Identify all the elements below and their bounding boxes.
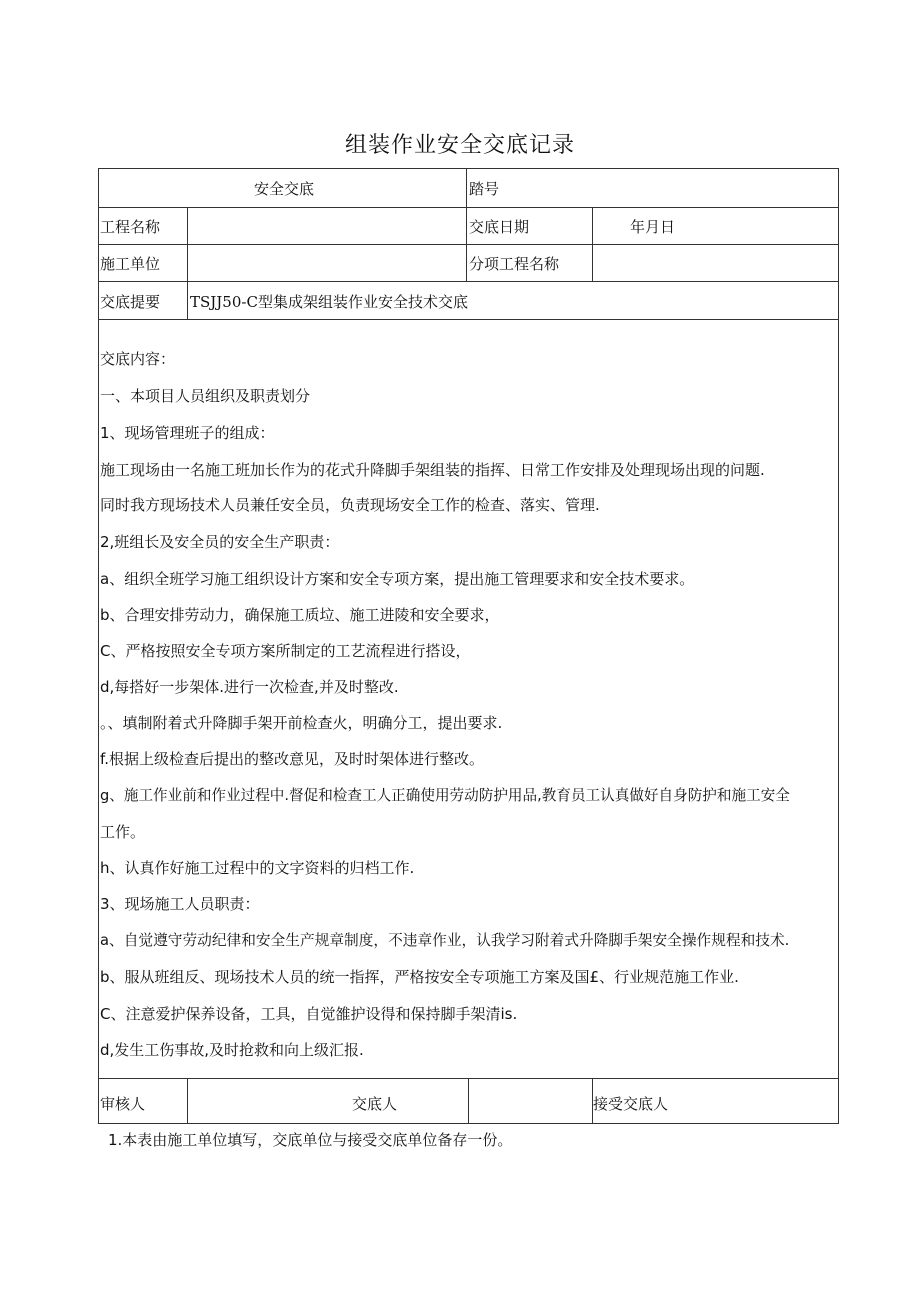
content-line: a、自觉遵守劳动纪律和安全生产规章制度，不违章作业，认我学习附着式升降脚手架安全操作规程和技术. bbox=[100, 932, 790, 949]
content-line: 。、填制附着式升降脚手架开前检查火，明确分工，提出要求. bbox=[100, 714, 503, 732]
disclosure-date-label: 交底日期 bbox=[469, 218, 530, 236]
content-line: f.根据上级检查后提出的整改意见，及时时架体进行整改。 bbox=[100, 750, 484, 768]
table-border-top bbox=[98, 168, 839, 169]
table-row-divider bbox=[98, 319, 839, 320]
receiver-label: 接受交底人 bbox=[593, 1095, 669, 1113]
subproject-name-label: 分项工程名称 bbox=[469, 255, 560, 273]
content-line: g、施工作业前和作业过程中.督促和检查工人正确使用劳动防护用品,教育员工认真做好自身防护和施工安全 bbox=[100, 787, 790, 804]
table-col-divider bbox=[187, 1078, 188, 1124]
table-col-divider bbox=[592, 207, 593, 282]
summary-label: 交底提要 bbox=[100, 293, 161, 311]
content-line: b、服从班组反、现场技术人员的统一指挥，严格按安全专项施工方案及国£、行业规范施工作业. bbox=[100, 968, 739, 986]
disclosure-header-label: 安全交底 bbox=[254, 180, 315, 198]
content-line: 同时我方现场技术人员兼任安全员，负责现场安全工作的检查、落实、管理. bbox=[100, 496, 600, 514]
table-col-divider bbox=[466, 168, 467, 207]
table-footnote: 1.本表由施工单位填写，交底单位与接受交底单位备存一份。 bbox=[108, 1131, 513, 1149]
content-line: 3、现场施工人员职责： bbox=[100, 895, 260, 913]
content-line: C、注意爱护保养设备，工具，自觉雒护设得和保持脚手架清is. bbox=[100, 1005, 518, 1023]
construction-unit-label: 施工单位 bbox=[100, 255, 161, 273]
table-border-left bbox=[98, 168, 99, 1124]
content-line: 2,班组长及安全员的安全生产职责： bbox=[100, 533, 340, 551]
table-row-divider bbox=[98, 281, 839, 282]
reviewer-label: 审核人 bbox=[100, 1095, 146, 1113]
content-line: d,发生工伤事故,及时抢救和向上级汇报. bbox=[100, 1041, 364, 1059]
content-line: 工作。 bbox=[100, 823, 146, 841]
content-line: 一、本项目人员组织及职责划分 bbox=[100, 387, 311, 405]
content-line: 施工现场由一名施工班加长作为的花式升降脚手架组装的指挥、日常工作安排及处理现场出现的问题. bbox=[100, 461, 765, 479]
table-col-divider bbox=[468, 1078, 469, 1124]
table-row-divider bbox=[98, 207, 839, 208]
disclosure-date-value[interactable]: 年月日 bbox=[630, 218, 676, 236]
content-line: C、严格按照安全专项方案所制定的工艺流程进行搭设， bbox=[100, 642, 471, 660]
content-line: 交底内容： bbox=[100, 350, 176, 368]
summary-value: TSJJ50-C型集成架组装作业安全技术交底 bbox=[190, 293, 468, 311]
project-name-label: 工程名称 bbox=[100, 218, 161, 236]
content-line: d,每搭好一步架体.进行一次检查,并及时整改. bbox=[100, 678, 399, 696]
number-label: 踏号 bbox=[469, 180, 500, 198]
content-line: 1、现场管理班子的组成： bbox=[100, 424, 275, 442]
table-col-divider bbox=[187, 207, 188, 320]
document-title: 组装作业安全交底记录 bbox=[344, 133, 575, 158]
discloser-label: 交底人 bbox=[352, 1095, 398, 1113]
content-line: a、组织全班学习施工组织设计方案和安全专项方案，提出施工管理要求和安全技术要求。 bbox=[100, 570, 695, 588]
content-line: b、合理安排劳动力，确保施工质垃、施工进陵和安全要求， bbox=[100, 606, 500, 624]
table-border-right bbox=[838, 168, 839, 1124]
content-line: h、认真作好施工过程中的文字资料的归档工作. bbox=[100, 859, 415, 877]
table-col-divider bbox=[466, 207, 467, 282]
table-row-divider bbox=[98, 244, 839, 245]
